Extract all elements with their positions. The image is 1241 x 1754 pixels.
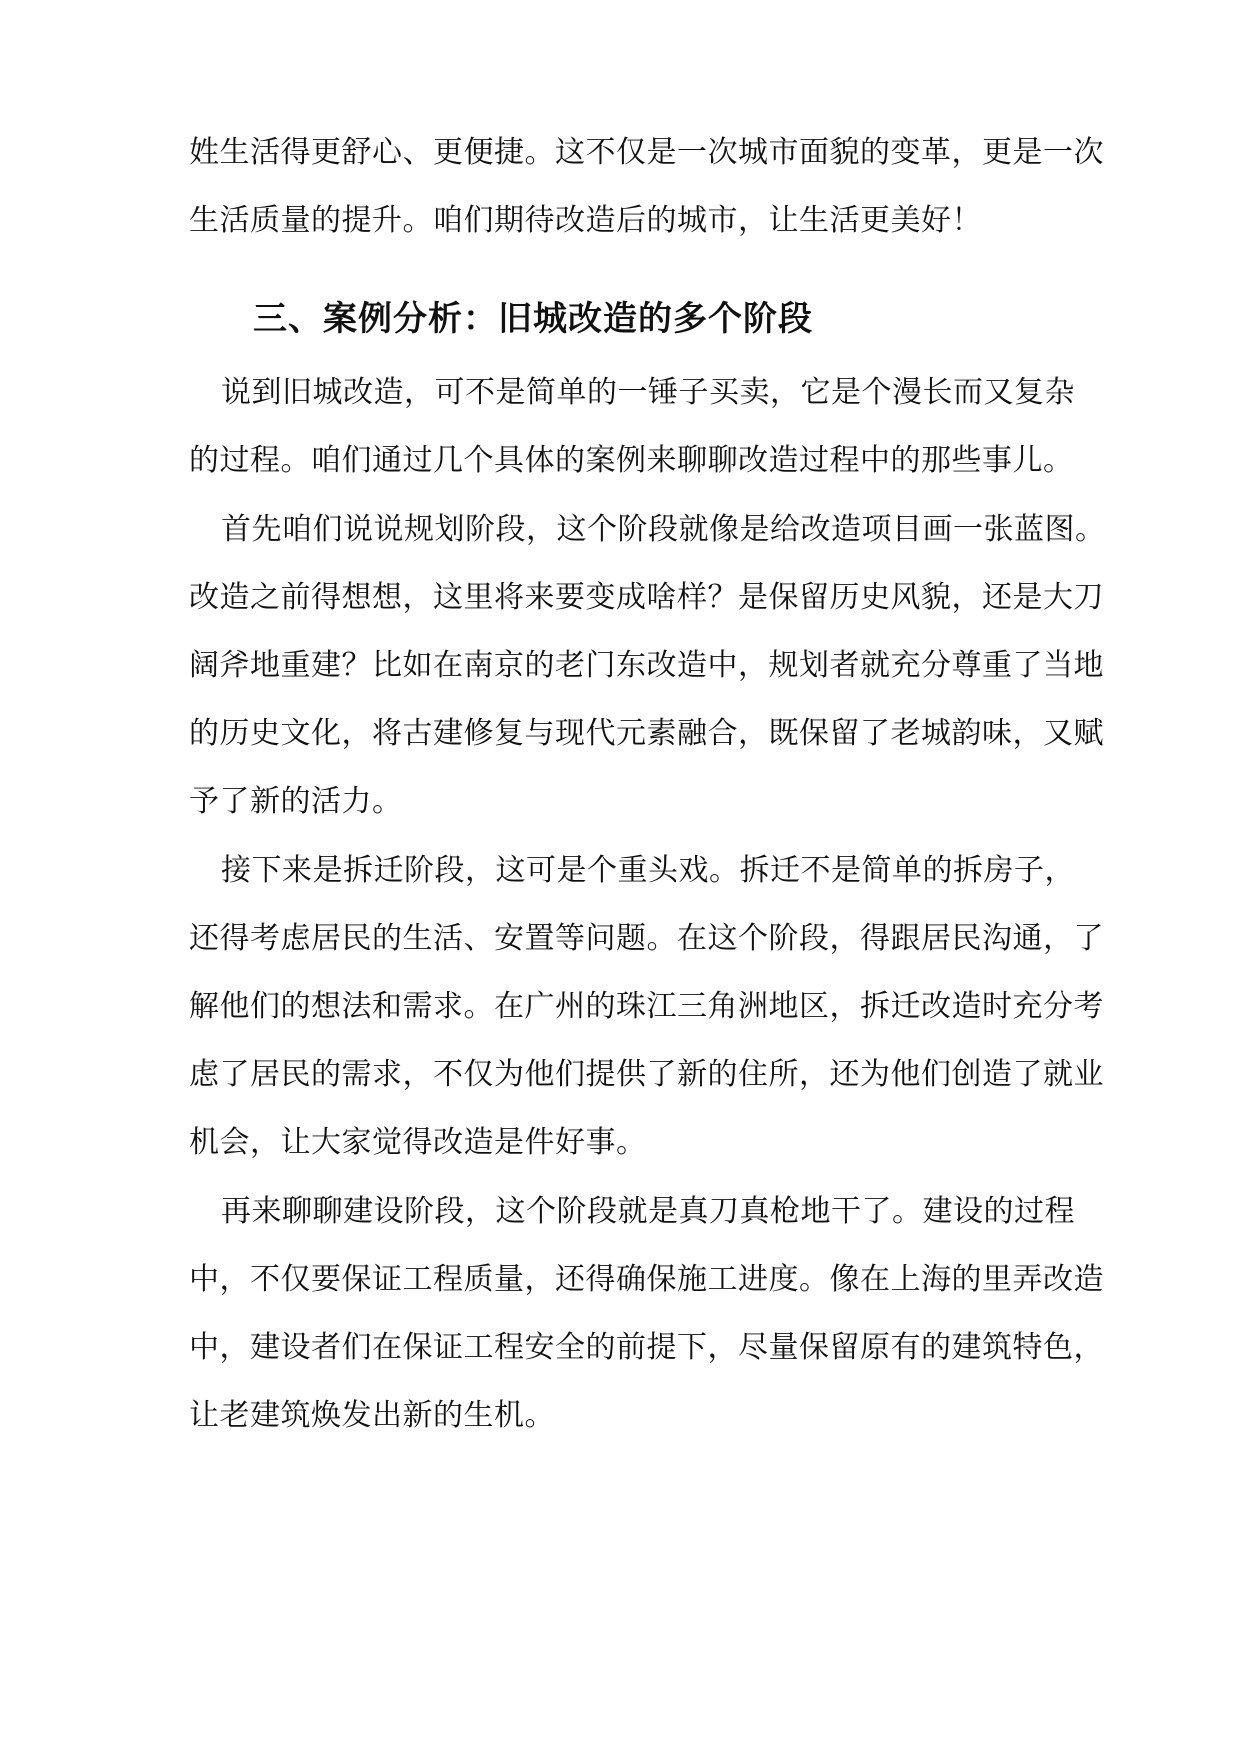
text-line: 中，不仅要保证工程质量，还得确保施工进度。像在上海的里弄改造 (189, 1262, 1104, 1297)
text-line: 的过程。咱们通过几个具体的案例来聊聊改造过程中的那些事儿。 (189, 443, 1074, 478)
paragraph-first-line: 说到旧城改造，可不是简单的一锤子买卖，它是个漫长而又复杂 (221, 375, 1075, 410)
section-heading: 三、案例分析：旧城改造的多个阶段 (253, 299, 813, 339)
paragraph-first-line: 接下来是拆迁阶段，这可是个重头戏。拆迁不是简单的拆房子， (221, 853, 1075, 888)
text-line: 的历史文化，将古建修复与现代元素融合，既保留了老城韵味，又赋 (189, 716, 1104, 751)
paragraph-first-line: 再来聊聊建设阶段，这个阶段就是真刀真枪地干了。建设的过程 (221, 1194, 1075, 1229)
text-line: 阔斧地重建？比如在南京的老门东改造中，规划者就充分尊重了当地 (189, 648, 1104, 683)
text-line: 机会，让大家觉得改造是件好事。 (189, 1125, 647, 1160)
text-line: 中，建设者们在保证工程安全的前提下，尽量保留原有的建筑特色， (189, 1330, 1104, 1365)
text-line: 解他们的想法和需求。在广州的珠江三角洲地区，拆迁改造时充分考 (189, 989, 1104, 1024)
text-line: 生活质量的提升。咱们期待改造后的城市，让生活更美好！ (189, 203, 982, 238)
text-line: 还得考虑居民的生活、安置等问题。在这个阶段，得跟居民沟通，了 (189, 921, 1104, 956)
paragraph-first-line: 首先咱们说说规划阶段，这个阶段就像是给改造项目画一张蓝图。 (221, 512, 1106, 547)
text-line: 虑了居民的需求，不仅为他们提供了新的住所，还为他们创造了就业 (189, 1057, 1104, 1092)
text-line: 改造之前得想想，这里将来要变成啥样？是保留历史风貌，还是大刀 (189, 580, 1104, 615)
text-line: 予了新的活力。 (189, 784, 403, 819)
text-line: 让老建筑焕发出新的生机。 (189, 1398, 555, 1433)
text-line: 姓生活得更舒心、更便捷。这不仅是一次城市面貌的变革，更是一次 (189, 135, 1104, 170)
